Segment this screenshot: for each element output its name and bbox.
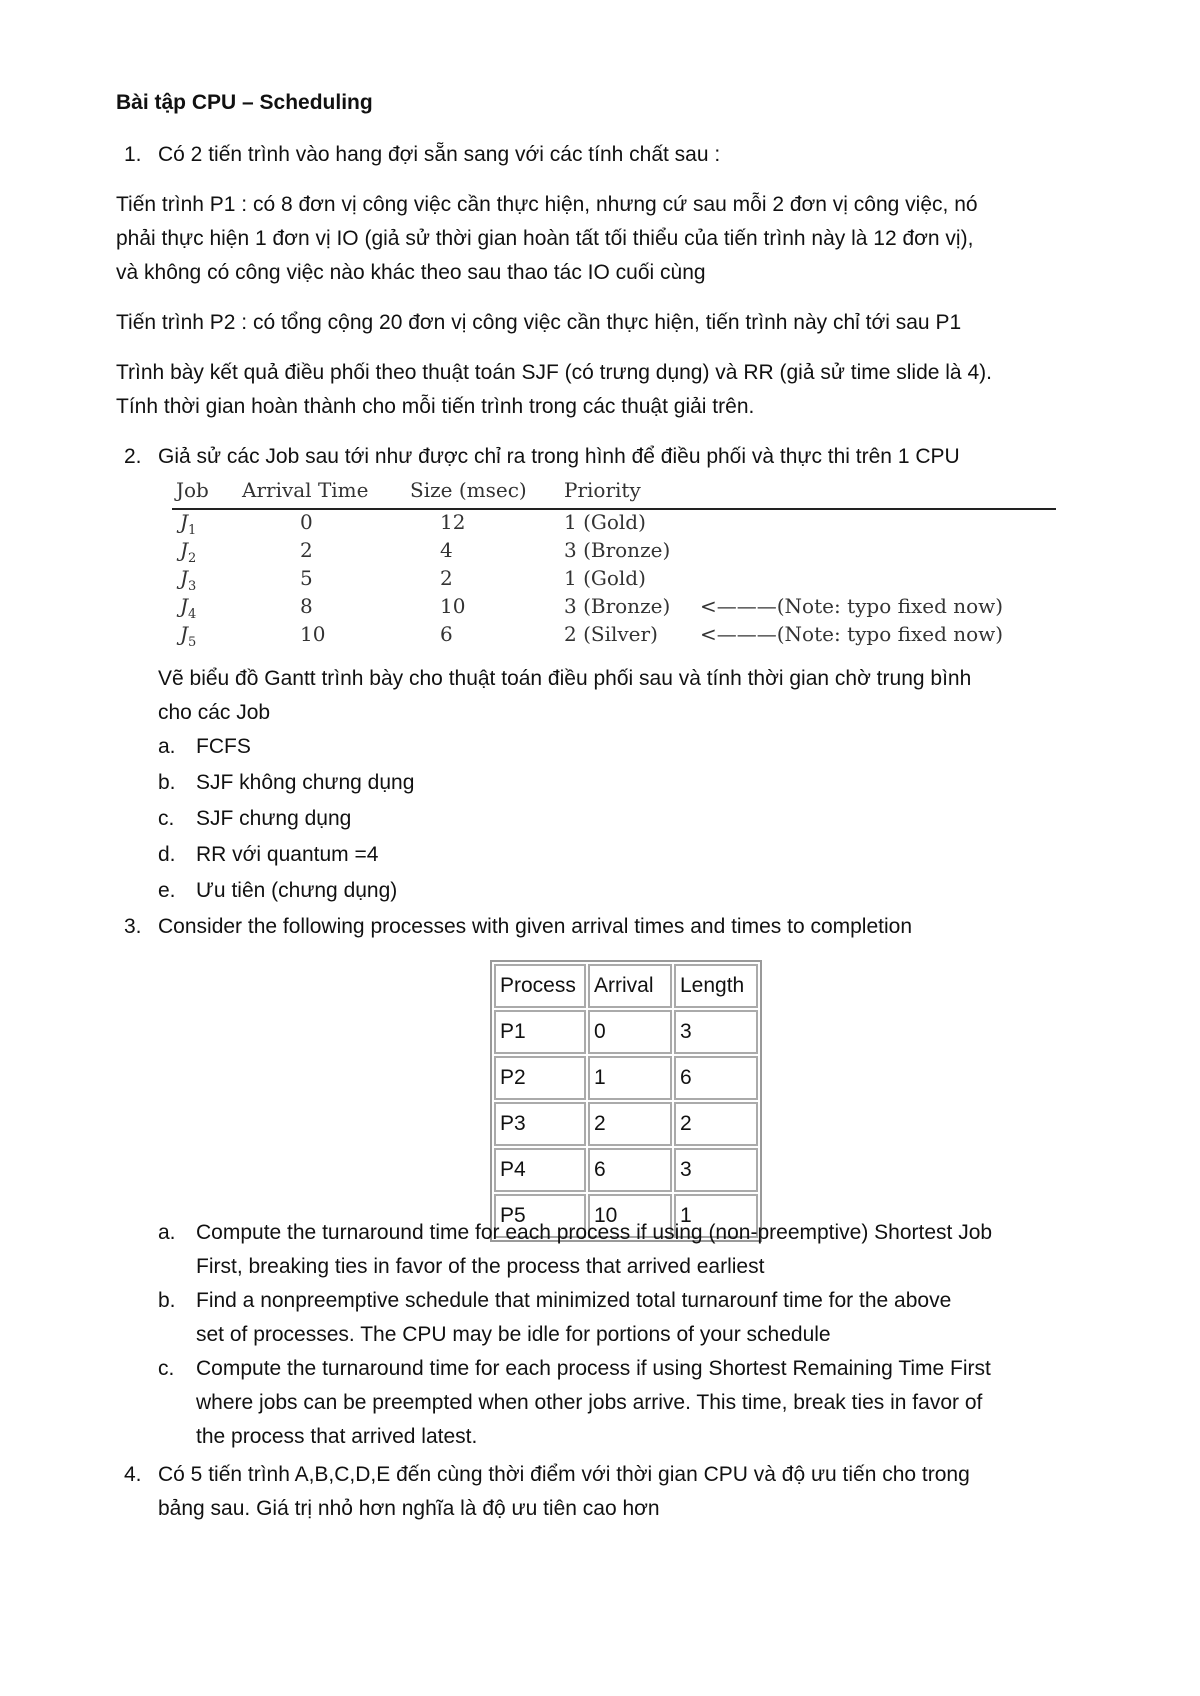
q3-number: 3. bbox=[124, 915, 142, 938]
priority-cell: 1 (Gold) bbox=[564, 510, 646, 534]
q3-item-a-line1: Compute the turnaround time for each process if using (non-preemptive) Shortest Job bbox=[196, 1221, 993, 1244]
process-cell: P5 bbox=[494, 1194, 586, 1238]
q3-item-c-line3: the process that arrived latest. bbox=[196, 1425, 478, 1448]
size-cell: 4 bbox=[440, 538, 453, 562]
q3-item-c-letter: c. bbox=[158, 1357, 175, 1380]
priority-cell: 3 (Bronze) bbox=[564, 538, 671, 562]
table-row bbox=[494, 1010, 758, 1054]
job-cell: $J_2$ bbox=[180, 538, 197, 566]
table-row bbox=[494, 1102, 758, 1146]
process-table-header bbox=[494, 964, 758, 1008]
q2-text: Giả sử các Job sau tới như được chỉ ra trong hình để điều phối và thực thi trên 1 CPU bbox=[158, 445, 960, 468]
q2-item-a-letter: a. bbox=[158, 735, 176, 758]
size-col-header: Size (msec) bbox=[410, 478, 527, 502]
q2-item-e-text: Ưu tiên (chưng dụng) bbox=[196, 879, 398, 902]
table-row bbox=[172, 622, 1056, 650]
length-cell: 3 bbox=[674, 1010, 758, 1054]
q3-item-c-line2: where jobs can be preempted when other jobs arrive. This time, break ties in favor of bbox=[196, 1391, 983, 1414]
size-cell: 6 bbox=[440, 622, 453, 646]
arrival-cell: 0 bbox=[588, 1010, 672, 1054]
arrival-cell: 6 bbox=[588, 1148, 672, 1192]
q2-item-e-letter: e. bbox=[158, 879, 176, 902]
q2-task-line2: cho các Job bbox=[158, 701, 271, 724]
process-cell: P1 bbox=[494, 1010, 586, 1054]
q3-item-c-line1: Compute the turnaround time for each process if using Shortest Remaining Time First bbox=[196, 1357, 991, 1380]
q4-line1: Có 5 tiến trình A,B,C,D,E đến cùng thời điểm với thời gian CPU và độ ưu tiến cho trong bbox=[158, 1463, 970, 1486]
arrival-cell: 1 bbox=[588, 1056, 672, 1100]
length-cell: 1 bbox=[674, 1194, 758, 1238]
job-table-body bbox=[172, 510, 1056, 650]
process-cell: P4 bbox=[494, 1148, 586, 1192]
arrival-cell: 2 bbox=[588, 1102, 672, 1146]
arrival-col-header: Arrival Time bbox=[242, 478, 369, 502]
job-cell: $J_5$ bbox=[180, 622, 197, 650]
process-table bbox=[490, 960, 762, 1242]
note-cell: <———(Note: typo fixed now) bbox=[700, 594, 1004, 618]
arrival-cell: 10 bbox=[300, 622, 326, 646]
q3-item-a-line2: First, breaking ties in favor of the process that arrived earliest bbox=[196, 1255, 765, 1278]
length-cell: 2 bbox=[674, 1102, 758, 1146]
arrival-cell: 8 bbox=[300, 594, 313, 618]
document-title: Bài tập CPU – Scheduling bbox=[116, 91, 373, 114]
job-cell: $J_1$ bbox=[180, 510, 197, 538]
length-cell: 6 bbox=[674, 1056, 758, 1100]
job-cell: $J_3$ bbox=[180, 566, 197, 594]
job-cell: $J_4$ bbox=[180, 594, 197, 622]
q2-task-line1: Vẽ biểu đồ Gantt trình bày cho thuật toán điều phối sau và tính thời gian chờ trung bình bbox=[158, 667, 972, 690]
process-cell: P3 bbox=[494, 1102, 586, 1146]
priority-cell: 1 (Gold) bbox=[564, 566, 646, 590]
process-col-header: Process bbox=[494, 964, 586, 1008]
table-row bbox=[494, 1056, 758, 1100]
arrival-cell: 10 bbox=[588, 1194, 672, 1238]
q2-number: 2. bbox=[124, 445, 142, 468]
note-cell: <———(Note: typo fixed now) bbox=[700, 622, 1004, 646]
q1-req-line2: Tính thời gian hoàn thành cho mỗi tiến trình trong các thuật giải trên. bbox=[116, 395, 755, 418]
q4-number: 4. bbox=[124, 1463, 142, 1486]
q1-p1-line3: và không có công việc nào khác theo sau thao tác IO cuối cùng bbox=[116, 261, 706, 284]
table-row bbox=[172, 594, 1056, 622]
table-row bbox=[494, 1148, 758, 1192]
arrival-cell: 0 bbox=[300, 510, 313, 534]
process-cell: P2 bbox=[494, 1056, 586, 1100]
q2-item-b-letter: b. bbox=[158, 771, 176, 794]
length-cell: 3 bbox=[674, 1148, 758, 1192]
q3-text: Consider the following processes with given arrival times and times to completion bbox=[158, 915, 913, 938]
q3-item-b-line2: set of processes. The CPU may be idle for portions of your schedule bbox=[196, 1323, 831, 1346]
job-table-header bbox=[172, 478, 1056, 510]
priority-col-header: Priority bbox=[564, 478, 641, 502]
q2-item-d-text: RR với quantum =4 bbox=[196, 843, 379, 866]
arrival-cell: 5 bbox=[300, 566, 313, 590]
q3-item-b-line1: Find a nonpreemptive schedule that minimized total turnarounf time for the above bbox=[196, 1289, 952, 1312]
q1-number: 1. bbox=[124, 143, 142, 166]
q1-p1-line1: Tiến trình P1 : có 8 đơn vị công việc cần thực hiện, nhưng cứ sau mỗi 2 đơn vị công việc, nó bbox=[116, 193, 978, 216]
arrival-cell: 2 bbox=[300, 538, 313, 562]
q1-req-line1: Trình bày kết quả điều phối theo thuật toán SJF (có trưng dụng) và RR (giả sử time slide là 4). bbox=[116, 361, 992, 384]
job-col-header: Job bbox=[176, 478, 209, 502]
job-table bbox=[172, 478, 1056, 650]
q1-p2-line: Tiến trình P2 : có tổng cộng 20 đơn vị công việc cần thực hiện, tiến trình này chỉ tới sau P1 bbox=[116, 311, 962, 334]
q1-text: Có 2 tiến trình vào hang đợi sẵn sang với các tính chất sau : bbox=[158, 143, 721, 166]
q2-item-c-letter: c. bbox=[158, 807, 175, 830]
size-cell: 12 bbox=[440, 510, 466, 534]
q3-item-b-letter: b. bbox=[158, 1289, 176, 1312]
arrival-col-header: Arrival bbox=[588, 964, 672, 1008]
priority-cell: 2 (Silver) bbox=[564, 622, 658, 646]
table-row bbox=[172, 566, 1056, 594]
table-row bbox=[172, 538, 1056, 566]
size-cell: 2 bbox=[440, 566, 453, 590]
length-col-header: Length bbox=[674, 964, 758, 1008]
q2-item-a-text: FCFS bbox=[196, 735, 251, 758]
q1-p1-line2: phải thực hiện 1 đơn vị IO (giả sử thời gian hoàn tất tối thiểu của tiến trình này là 12 đơn vị), bbox=[116, 227, 974, 250]
priority-cell: 3 (Bronze) bbox=[564, 594, 671, 618]
q2-item-d-letter: d. bbox=[158, 843, 176, 866]
size-cell: 10 bbox=[440, 594, 466, 618]
q2-item-c-text: SJF chưng dụng bbox=[196, 807, 352, 830]
table-row bbox=[172, 510, 1056, 538]
q3-item-a-letter: a. bbox=[158, 1221, 176, 1244]
q4-line2: bảng sau. Giá trị nhỏ hơn nghĩa là độ ưu tiên cao hơn bbox=[158, 1497, 660, 1520]
q2-item-b-text: SJF không chưng dụng bbox=[196, 771, 415, 794]
